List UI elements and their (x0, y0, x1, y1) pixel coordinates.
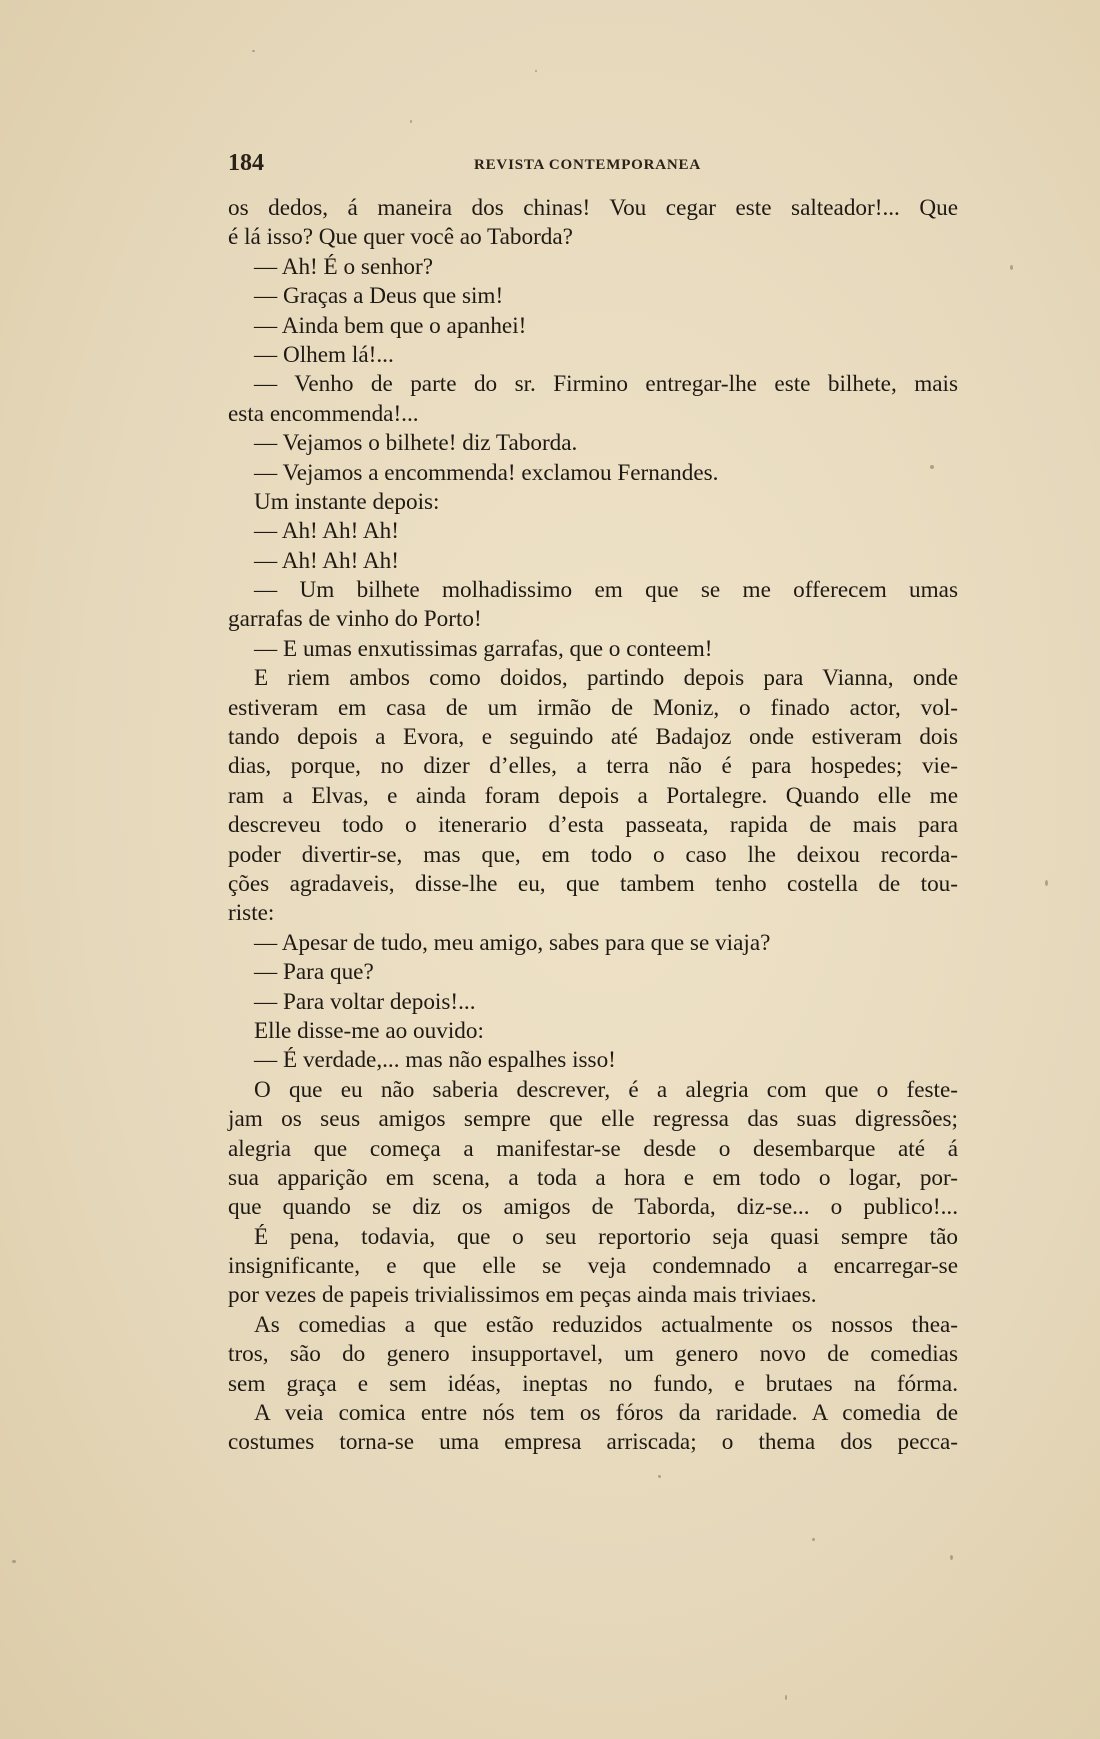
text-line: — É verdade,... mas não espalhes isso! (254, 1047, 616, 1074)
paper-speck (950, 1555, 953, 1560)
paper-speck (658, 1475, 661, 1478)
text-line: A veia comica entre nós tem os fóros da raridade. A comedia de (254, 1400, 958, 1427)
text-line: os dedos, á maneira dos chinas! Vou cegar este salteador!... Que (228, 195, 958, 221)
text-line: tros, são do genero insupportavel, um genero novo de comedias (228, 1341, 958, 1368)
text-line: insignificante, e que elle se veja condemnado a encarregar-se (228, 1253, 958, 1280)
text-line: — Um bilhete molhadissimo em que se me offerecem umas (254, 577, 958, 604)
paper-speck (812, 1538, 815, 1541)
text-line: alegria que começa a manifestar-se desde o desembarque até á (228, 1135, 958, 1162)
text-line: Elle disse-me ao ouvido: (254, 1017, 484, 1044)
text-line: O que eu não saberia descrever, é a alegria com que o feste- (254, 1076, 958, 1103)
paper-speck (12, 1560, 16, 1563)
text-line: riste: (228, 900, 275, 927)
text-line: é lá isso? Que quer você ao Taborda? (228, 224, 573, 251)
body-text (228, 194, 958, 1458)
paper-speck (1045, 880, 1048, 886)
text-line: — Vejamos o bilhete! diz Taborda. (254, 430, 578, 457)
text-line: As comedias a que estão reduzidos actualmente os nossos thea- (254, 1311, 958, 1338)
paper-speck (1010, 265, 1013, 270)
text-line: — E umas enxutissimas garrafas, que o conteem! (254, 635, 713, 662)
text-line: — Venho de parte do sr. Firmino entregar-lhe este bilhete, mais (254, 371, 958, 398)
text-line: sem graça e sem idéas, ineptas no fundo, e brutaes na fórma. (228, 1370, 958, 1397)
text-line: jam os seus amigos sempre que elle regressa das suas digressões; (228, 1106, 958, 1133)
text-line: que quando se diz os amigos de Taborda, diz-se... o publico!... (228, 1194, 958, 1221)
text-line: descreveu todo o itenerario d’esta passeata, rapida de mais para (228, 812, 958, 839)
page-number: 184 (228, 150, 264, 176)
paper-speck (535, 70, 537, 72)
text-line: — Ah! É o senhor? (254, 253, 434, 280)
text-line: esta encommenda!... (228, 400, 419, 427)
text-line: garrafas de vinho do Porto! (228, 606, 482, 633)
text-line: É pena, todavia, que o seu reportorio seja quasi sempre tão (254, 1223, 958, 1250)
text-line: — Vejamos a encommenda! exclamou Fernandes. (254, 459, 719, 486)
text-line: — Olhem lá!... (254, 341, 394, 368)
text-line: costumes torna-se uma empresa arriscada; o thema dos pecca- (228, 1429, 958, 1456)
text-line: — Ainda bem que o apanhei! (254, 312, 527, 339)
text-line: — Para voltar depois!... (254, 988, 476, 1015)
text-line: Um instante depois: (254, 488, 440, 515)
text-line: ções agradaveis, disse-lhe eu, que tambem tenho costella de tou- (228, 870, 958, 897)
text-line: tando depois a Evora, e seguindo até Badajoz onde estiveram dois (228, 724, 958, 751)
text-line: estiveram em casa de um irmão de Moniz, o finado actor, vol- (228, 694, 958, 721)
text-line: — Apesar de tudo, meu amigo, sabes para que se viaja? (254, 929, 771, 956)
text-line: dias, porque, no dizer d’elles, a terra não é para hospedes; vie- (228, 753, 958, 780)
text-line: — Ah! Ah! Ah! (254, 518, 399, 545)
text-line: por vezes de papeis trivialissimos em peças ainda mais triviaes. (228, 1282, 817, 1309)
text-line: — Ah! Ah! Ah! (254, 547, 399, 574)
running-head: REVISTA CONTEMPORANEA (474, 157, 701, 173)
text-line: — Para que? (254, 959, 374, 986)
text-line: — Graças a Deus que sim! (254, 283, 504, 310)
page-header (228, 150, 958, 180)
text-line: ram a Elvas, e ainda foram depois a Portalegre. Quando elle me (228, 782, 958, 809)
text-line: sua apparição em scena, a toda a hora e em todo o logar, por- (228, 1164, 958, 1191)
paper-speck (785, 1695, 787, 1700)
text-line: E riem ambos como doidos, partindo depois para Vianna, onde (254, 665, 958, 692)
paper-speck (410, 120, 412, 123)
paper-speck (252, 50, 255, 52)
text-line: poder divertir-se, mas que, em todo o caso lhe deixou recorda- (228, 841, 958, 868)
